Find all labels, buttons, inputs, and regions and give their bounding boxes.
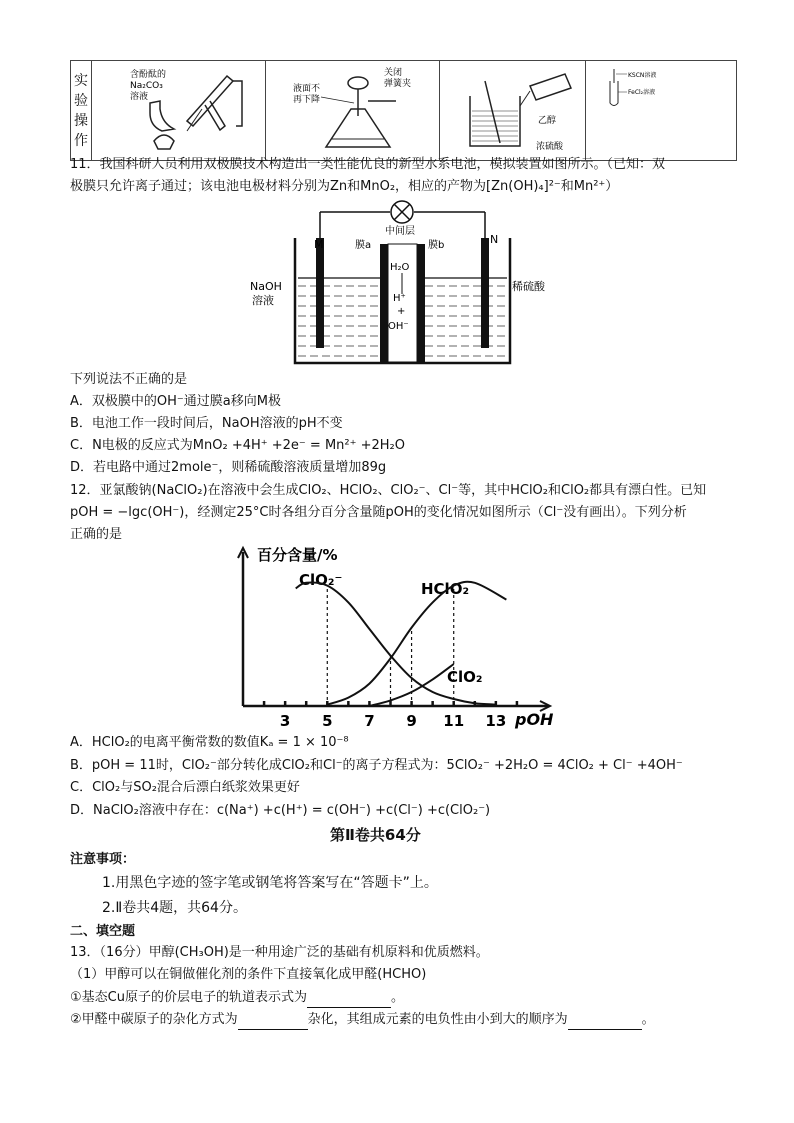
q11-stem-line2: 极膜只允许离子通过；该电池电极材料分别为Zn和MnO₂，相应的产物为[Zn(OH)₄]²⁻和Mn²⁺） bbox=[70, 179, 619, 194]
lamp-icon bbox=[391, 201, 413, 223]
svg-text:稀硫酸: 稀硫酸 bbox=[512, 280, 545, 293]
q13-question-2: ②甲醛中碳原子的杂化方式为 杂化，其组成元素的电负性由小到大的顺序为 。 bbox=[70, 1010, 655, 1030]
x-tick-label: 13 bbox=[485, 712, 507, 730]
svg-text:浓硫酸: 浓硫酸 bbox=[536, 142, 564, 152]
cell-dilution-figure bbox=[440, 61, 586, 161]
q12-stem-line3: 正确的是 bbox=[70, 527, 123, 542]
q11-option-c: C．N电极的反应式为MnO₂ +4H⁺ +2e⁻ = Mn²⁺ +2H₂O bbox=[70, 438, 405, 453]
electrode-n bbox=[481, 238, 489, 348]
table-row-label: 实 验 操 作 bbox=[71, 61, 92, 161]
svg-text:NaOH: NaOH bbox=[250, 280, 282, 293]
notice-item-1: 1.用黑色字迹的签字笔或钢笔将答案写在“答题卡”上。 bbox=[102, 875, 438, 891]
series-hclo2-line bbox=[327, 582, 506, 705]
chart-xlabel: pOH bbox=[515, 710, 554, 729]
svg-text:含酚酞的: 含酚酞的 bbox=[130, 70, 167, 80]
membrane-b bbox=[417, 244, 425, 362]
beaker-apparatus-figure bbox=[440, 61, 585, 156]
q11-option-d: D．若电路中通过2mole⁻，则稀硫酸溶液质量增加89g bbox=[70, 460, 387, 475]
q13-question-1: ①基态Cu原子的价层电子的轨道表示式为 。 bbox=[70, 988, 404, 1008]
notice-item-2: 2.Ⅱ卷共4题，共64分。 bbox=[102, 900, 247, 916]
q11-prompt: 下列说法不正确的是 bbox=[70, 372, 188, 387]
chart-ylabel: 百分含量/% bbox=[257, 546, 338, 564]
cell-titration-figure bbox=[92, 61, 266, 161]
x-tick-label: 5 bbox=[322, 712, 333, 730]
pOH-distribution-chart bbox=[225, 540, 565, 732]
svg-text:乙醇: 乙醇 bbox=[538, 116, 557, 126]
electrode-m bbox=[316, 238, 324, 348]
flask-apparatus-figure bbox=[266, 61, 439, 156]
battery-diagram bbox=[240, 198, 570, 368]
q12-option-a: A．HClO₂的电离平衡常数的数值Kₐ = 1 × 10⁻⁸ bbox=[70, 735, 349, 750]
x-tick-label: 3 bbox=[279, 712, 291, 730]
answer-blank-2[interactable] bbox=[238, 1015, 308, 1030]
q12-option-c: C．ClO₂与SO₂混合后漂白纸浆效果更好 bbox=[70, 780, 300, 795]
phenolphthalein-apparatus-figure bbox=[92, 61, 265, 156]
q11-option-a: A．双极膜中的OH⁻通过膜a移向M极 bbox=[70, 394, 281, 409]
q12-stem-line2: pOH = −lgc(OH⁻)，经测定25°C时各组分百分含量随pOH的变化情况如图所示（Cl⁻没有画出）。下列分析 bbox=[70, 505, 687, 520]
svg-text:OH⁻: OH⁻ bbox=[388, 321, 409, 332]
answer-blank-3[interactable] bbox=[568, 1015, 642, 1030]
series-label-clo2-minus: ClO₂⁻ bbox=[299, 571, 343, 589]
q12-stem-line1: 12．亚氯酸钠(NaClO₂)在溶液中会生成ClO₂、HClO₂、ClO₂⁻、Cl⁻等，其中HClO₂和ClO₂都具有漂白性。已知 bbox=[70, 483, 707, 498]
cell-test-tube-figure bbox=[586, 61, 737, 161]
svg-text:Na₂CO₃: Na₂CO₃ bbox=[130, 81, 163, 91]
svg-text:溶液: 溶液 bbox=[130, 92, 149, 102]
q12-option-b: B．pOH = 11时，ClO₂⁻部分转化成ClO₂和Cl⁻的离子方程式为：5ClO₂⁻ +2H₂O = 4ClO₂ + Cl⁻ +4OH⁻ bbox=[70, 758, 683, 773]
svg-text:膜a: 膜a bbox=[355, 240, 372, 251]
x-tick-label: 7 bbox=[364, 712, 375, 730]
svg-text:KSCN溶液: KSCN溶液 bbox=[628, 72, 657, 79]
test-tube-figure bbox=[586, 61, 736, 156]
svg-text:M: M bbox=[314, 238, 324, 251]
series-label-hclo2: HClO₂ bbox=[421, 580, 470, 598]
q11-stem-line1: 11．我国科研人员利用双极膜技术构造出一类性能优良的新型水系电池，模拟装置如图所示。（已知：双 bbox=[70, 157, 666, 172]
x-tick-label: 11 bbox=[443, 712, 465, 730]
svg-text:+: + bbox=[397, 306, 406, 317]
svg-text:液面不: 液面不 bbox=[293, 84, 321, 94]
svg-text:弹簧夹: 弹簧夹 bbox=[384, 79, 412, 89]
svg-text:H⁺: H⁺ bbox=[393, 293, 406, 304]
membrane-a bbox=[380, 244, 388, 362]
q12-option-d: D．NaClO₂溶液中存在：c(Na⁺) +c(H⁺) = c(OH⁻) +c(Cl⁻) +c(ClO₂⁻) bbox=[70, 803, 491, 818]
q13-sub1: （1）甲醇可以在铜做催化剂的条件下直接氧化成甲醛(HCHO) bbox=[70, 967, 427, 982]
notice-title: 注意事项： bbox=[70, 852, 136, 867]
q11-option-b: B．电池工作一段时间后，NaOH溶液的pH不变 bbox=[70, 416, 343, 431]
svg-text:中间层: 中间层 bbox=[385, 226, 415, 237]
svg-text:再下降: 再下降 bbox=[293, 95, 321, 105]
svg-text:关闭: 关闭 bbox=[384, 68, 403, 78]
svg-text:N: N bbox=[490, 233, 499, 246]
svg-text:溶液: 溶液 bbox=[252, 294, 274, 307]
answer-blank-1[interactable] bbox=[307, 993, 391, 1008]
x-tick-label: 9 bbox=[406, 712, 417, 730]
cell-airtightness-figure bbox=[266, 61, 440, 161]
q13-stem: 13．（16分）甲醇(CH₃OH)是一种用途广泛的基础有机原料和优质燃料。 bbox=[70, 945, 489, 960]
experiment-table bbox=[70, 60, 737, 161]
svg-text:H₂O: H₂O bbox=[390, 262, 410, 273]
svg-text:膜b: 膜b bbox=[428, 240, 445, 251]
series-clo2-minus-line bbox=[296, 583, 496, 705]
svg-text:FeCl₂溶液: FeCl₂溶液 bbox=[628, 89, 656, 96]
series-label-clo2: ClO₂ bbox=[447, 668, 483, 686]
section-heading: 二、填空题 bbox=[70, 924, 136, 939]
part2-heading: 第Ⅱ卷共64分 bbox=[330, 826, 421, 844]
